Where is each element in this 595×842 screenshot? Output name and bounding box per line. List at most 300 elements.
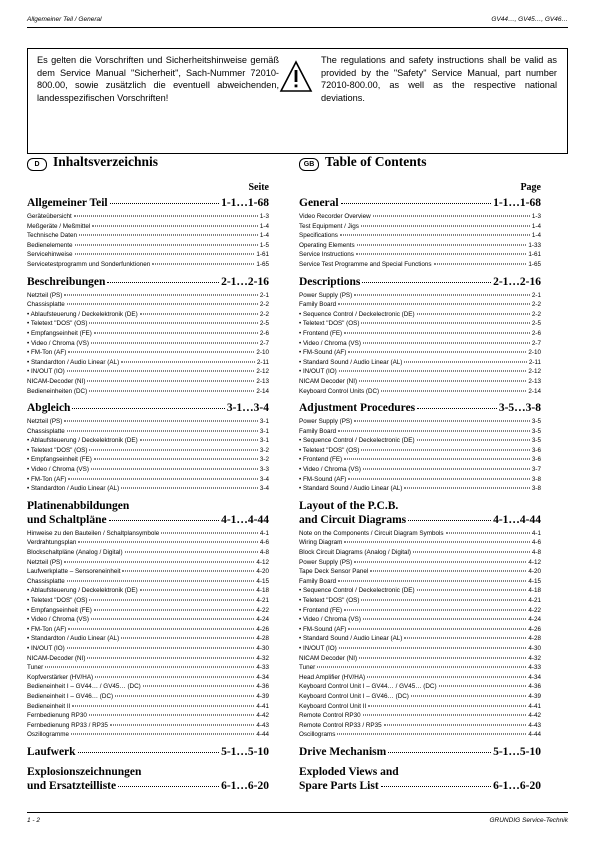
- toc-entry-pages: 2-12: [528, 368, 541, 376]
- dot-leader: [354, 294, 530, 295]
- toc-entry-title: NICAM Decoder (NI): [299, 377, 358, 385]
- toc-entry-title: Operating Elements: [299, 241, 355, 249]
- toc-entry: [27, 673, 269, 683]
- toc-entry: [27, 577, 269, 587]
- toc-entry: [27, 721, 269, 731]
- toc-entry: [27, 446, 269, 456]
- dot-leader: [356, 254, 526, 255]
- toc-entry-title: • IN/OUT (IO): [27, 368, 65, 376]
- toc-entry-pages: 4-36: [256, 683, 269, 691]
- toc-entry-title: • Sequence Control / Deckelectronic (DE): [299, 587, 415, 595]
- header-right: GV44…, GV45…, GV46…: [491, 16, 568, 23]
- toc-entry-title: • Video / Chroma (VS): [299, 339, 361, 347]
- language-badge-gb: GB: [299, 158, 319, 171]
- toc-entry-pages: 4-32: [528, 654, 541, 662]
- dot-leader: [363, 715, 527, 716]
- toc-entry-title: Note on the Components / Circuit Diagram Symbols: [299, 529, 444, 537]
- toc-entry-pages: 4-12: [256, 558, 269, 566]
- dot-leader: [339, 647, 527, 648]
- toc-entry-title: Fernbedienung RP33 / RP35: [27, 721, 108, 729]
- toc-entry-title: Service Instructions: [299, 251, 354, 259]
- toc-entry: [299, 465, 541, 475]
- dot-leader: [361, 225, 530, 226]
- dot-leader: [417, 440, 530, 441]
- toc-entry: [299, 310, 541, 320]
- toc-entry: [299, 596, 541, 606]
- section-heading-title: Allgemeiner Teil: [27, 197, 108, 209]
- toc-entry: [299, 529, 541, 539]
- toc-entry: [299, 475, 541, 485]
- toc-entry-pages: 3-5: [531, 418, 541, 426]
- toc-entry: [299, 654, 541, 664]
- toc-entry: [27, 310, 269, 320]
- dot-leader: [91, 469, 258, 470]
- toc-entry-pages: 2-13: [256, 377, 269, 385]
- toc-entry-title: Keyboard Control Unit I – GV46… (DC): [299, 692, 409, 700]
- dot-leader: [354, 421, 530, 422]
- toc-entry: [27, 387, 269, 397]
- dot-leader: [337, 734, 526, 735]
- dot-leader: [118, 786, 219, 787]
- dot-leader: [434, 263, 527, 264]
- section-heading-title: General: [299, 197, 339, 209]
- dot-leader: [161, 532, 258, 533]
- toc-entry: [27, 260, 269, 270]
- toc-entry: [27, 475, 269, 485]
- section-heading-pages: 6-1…6-20: [493, 779, 541, 792]
- section-item-list: [27, 528, 269, 740]
- section-heading-pages: 1-1…1-68: [221, 197, 269, 209]
- toc-entry-title: • Empfangseinheit (FE): [27, 456, 92, 464]
- dot-leader: [411, 695, 527, 696]
- section-heading: [299, 745, 541, 760]
- section-heading-pages: 4-1…4-44: [221, 513, 269, 526]
- toc-entry: [299, 319, 541, 329]
- toc-entry: [27, 654, 269, 664]
- dot-leader: [348, 628, 526, 629]
- toc-entry-pages: 4-8: [259, 549, 269, 557]
- toc-entry-pages: 3-2: [259, 456, 269, 464]
- toc-entry: [299, 615, 541, 625]
- section-item-list: [299, 416, 541, 494]
- toc-entry: [27, 663, 269, 673]
- toc-entry-pages: 3-1: [259, 418, 269, 426]
- toc-entry: [299, 339, 541, 349]
- toc-entry: [299, 567, 541, 577]
- toc-entry: [299, 329, 541, 339]
- dot-leader: [143, 686, 255, 687]
- toc-entry-pages: 4-1: [259, 529, 269, 537]
- toc-entry-title: Tape Deck Sensor Panel: [299, 568, 369, 576]
- page-column-label: Page: [520, 182, 541, 193]
- dot-leader: [94, 459, 258, 460]
- dot-leader: [121, 361, 255, 362]
- toc-entry-title: Family Board: [299, 577, 337, 585]
- section-item-list: [27, 211, 269, 270]
- toc-entry-pages: 4-33: [528, 664, 541, 672]
- header-left: Allgemeiner Teil / General: [27, 16, 102, 23]
- toc-entry-pages: 1-61: [528, 251, 541, 259]
- toc-entry: [299, 300, 541, 310]
- toc-entry: [299, 682, 541, 692]
- toc-entry-pages: 4-34: [528, 673, 541, 681]
- dot-leader: [67, 580, 255, 581]
- dot-leader: [110, 203, 219, 204]
- toc-entry: [299, 721, 541, 731]
- toc-entry-title: Kopfverstärker (HV/HA): [27, 673, 94, 681]
- section-heading-title: Adjustment Procedures: [299, 402, 416, 415]
- toc-entry-pages: 4-42: [256, 712, 269, 720]
- toc-entry-pages: 4-36: [528, 683, 541, 691]
- toc-entry-pages: 2-2: [531, 310, 541, 318]
- toc-entry: [299, 702, 541, 712]
- toc-entry-pages: 2-14: [528, 387, 541, 395]
- dot-leader: [361, 323, 529, 324]
- dot-leader: [121, 488, 258, 489]
- toc-entry-title: Bedieneinheit I – GV44… / GV45… (DC): [27, 683, 141, 691]
- toc-entry-pages: 3-8: [531, 475, 541, 483]
- toc-entry-pages: 2-7: [259, 339, 269, 347]
- toc-entry: [299, 250, 541, 260]
- toc-entry-pages: 4-1: [531, 529, 541, 537]
- warning-triangle-icon: [279, 60, 313, 94]
- toc-entry-title: Bedienelemente: [27, 241, 73, 249]
- toc-entry-pages: 4-44: [256, 731, 269, 739]
- dot-leader: [89, 323, 257, 324]
- toc-entry-title: Power Supply (PS): [299, 291, 353, 299]
- toc-entry: [299, 455, 541, 465]
- toc-entry: [299, 606, 541, 616]
- toc-entry: [299, 673, 541, 683]
- toc-entry-pages: 2-11: [528, 358, 541, 366]
- toc-entry-title: Specifications: [299, 232, 338, 240]
- dot-leader: [344, 332, 530, 333]
- toc-entry-title: Remote Control RP33 / RP35: [299, 721, 382, 729]
- dot-leader: [75, 244, 258, 245]
- section-item-list: [27, 290, 269, 397]
- toc-entry-pages: 3-4: [259, 475, 269, 483]
- toc-entry-title: Bedieneinheit I – GV46… (DC): [27, 692, 114, 700]
- dot-leader: [367, 676, 526, 677]
- page-footer: [27, 812, 568, 824]
- toc-entry: [299, 538, 541, 548]
- toc-entry: [27, 465, 269, 475]
- toc-english-heading: [299, 156, 541, 178]
- toc-entry: [27, 222, 269, 232]
- toc-entry-pages: 3-6: [531, 446, 541, 454]
- dot-leader: [439, 686, 527, 687]
- toc-entry-pages: 4-26: [256, 625, 269, 633]
- toc-entry-pages: 4-34: [256, 673, 269, 681]
- toc-entry-title: • Ablaufsteuerung / Deckelektronik (DE): [27, 310, 138, 318]
- dot-leader: [45, 667, 254, 668]
- section-heading: [299, 513, 541, 528]
- toc-entry-title: Power Supply (PS): [299, 418, 353, 426]
- dot-leader: [115, 695, 254, 696]
- toc-entry-title: • FM-Sound (AF): [299, 349, 347, 357]
- toc-entry-title: Head Amplifier (HV/HA): [299, 673, 366, 681]
- dot-leader: [87, 380, 254, 381]
- dot-leader: [91, 619, 254, 620]
- toc-entry: [27, 634, 269, 644]
- section-heading: [299, 275, 541, 290]
- toc-entry-title: • Standard Sound / Audio Linear (AL): [299, 635, 403, 643]
- toc-entry-pages: 3-5: [531, 427, 541, 435]
- toc-entry-title: Video Recorder Overview: [299, 213, 371, 220]
- dot-leader: [348, 352, 526, 353]
- dot-leader: [87, 657, 254, 658]
- toc-entry-title: Tuner: [27, 664, 44, 672]
- toc-entry-pages: 4-22: [256, 606, 269, 614]
- toc-entry-title: • Teletext "DOS" (OS): [27, 597, 88, 604]
- toc-entry: [299, 348, 541, 358]
- toc-entry-pages: 4-20: [528, 568, 541, 576]
- toc-entry: [27, 730, 269, 740]
- toc-entry: [27, 702, 269, 712]
- dot-leader: [89, 715, 255, 716]
- toc-entry: [299, 692, 541, 702]
- toc-entry: [299, 634, 541, 644]
- section-heading-pages: 2-1…2-16: [221, 275, 269, 288]
- toc-entry-title: Servicehinweise: [27, 251, 73, 259]
- toc-entry-pages: 2-10: [256, 349, 269, 357]
- toc-entry-title: NICAM-Decoder (NI): [27, 377, 86, 385]
- toc-entry-title: • FM-Sound (AF): [299, 475, 347, 483]
- toc-entry: [299, 241, 541, 251]
- toc-entry-pages: 1-65: [256, 260, 269, 268]
- toc-entry-pages: 1-4: [259, 222, 269, 230]
- toc-entry-title: • IN/OUT (IO): [299, 368, 337, 376]
- toc-entry-pages: 4-43: [528, 721, 541, 729]
- toc-entry-pages: 4-28: [256, 635, 269, 643]
- toc-entry: [27, 367, 269, 377]
- toc-entry-pages: 3-3: [259, 466, 269, 474]
- dot-leader: [368, 705, 526, 706]
- toc-entry-pages: 3-2: [259, 446, 269, 454]
- toc-entry: [299, 387, 541, 397]
- toc-entry-title: Oszillogramme: [27, 731, 69, 739]
- dot-leader: [75, 254, 255, 255]
- dot-leader: [404, 361, 526, 362]
- dot-leader: [341, 203, 491, 204]
- toc-entry: [299, 548, 541, 558]
- dot-leader: [125, 552, 258, 553]
- toc-entry: [27, 615, 269, 625]
- toc-entry-pages: 3-7: [531, 466, 541, 474]
- section-heading-pages: 6-1…6-20: [221, 779, 269, 792]
- toc-entry-title: Technische Daten: [27, 232, 78, 240]
- dot-leader: [361, 600, 526, 601]
- toc-entry: [299, 730, 541, 740]
- toc-entry: [27, 567, 269, 577]
- toc-entry-pages: 3-1: [259, 437, 269, 445]
- toc-entry-pages: 2-10: [528, 349, 541, 357]
- toc-entry-title: Wiring Diagram: [299, 539, 343, 547]
- toc-entry-title: • Video / Chroma (VS): [299, 616, 361, 624]
- toc-entry-pages: 4-6: [531, 539, 541, 547]
- dot-leader: [417, 313, 530, 314]
- dot-leader: [446, 532, 530, 533]
- toc-sections: [27, 196, 269, 794]
- toc-entry-title: • Video / Chroma (VS): [27, 616, 89, 624]
- toc-entry-pages: 4-32: [256, 654, 269, 662]
- toc-entry-title: • Sequence Control / Deckelectronic (DE): [299, 310, 415, 318]
- section-heading-title: Drive Mechanism: [299, 745, 387, 758]
- toc-entry: [27, 241, 269, 251]
- dot-leader: [338, 430, 530, 431]
- toc-entry-pages: 4-21: [528, 597, 541, 604]
- toc-entry-pages: 2-13: [528, 377, 541, 385]
- dot-leader: [94, 609, 255, 610]
- toc-entry-title: • Empfangseinheit (FE): [27, 329, 92, 337]
- toc-entry-pages: 4-42: [528, 712, 541, 720]
- toc-entry: [299, 663, 541, 673]
- toc-entry: [27, 348, 269, 358]
- toc-entry: [299, 558, 541, 568]
- toc-entry: [27, 529, 269, 539]
- toc-entry-title: • Teletext "DOS" (OS): [299, 320, 360, 328]
- toc-entry-pages: 1-5: [259, 241, 269, 249]
- toc-entry: [27, 682, 269, 692]
- toc-entry: [27, 596, 269, 606]
- section-heading-title: und Ersatzteilliste: [27, 779, 117, 792]
- toc-entry: [299, 291, 541, 301]
- toc-entry: [27, 558, 269, 568]
- dot-leader: [89, 390, 254, 391]
- toc-entry-title: Blockschaltpläne (Analog / Digital): [27, 549, 123, 557]
- toc-sections: [299, 196, 541, 794]
- toc-entry: [27, 692, 269, 702]
- toc-entry-pages: 4-44: [528, 731, 541, 739]
- toc-entry-pages: 2-2: [259, 310, 269, 318]
- toc-entry-pages: 4-41: [528, 702, 541, 710]
- toc-entry: [299, 644, 541, 654]
- dot-leader: [68, 478, 258, 479]
- dot-leader: [78, 542, 258, 543]
- section-heading-pages: 3-1…3-4: [226, 402, 269, 415]
- language-badge-d: D: [27, 158, 47, 171]
- toc-entry-title: • Sequence Control / Deckelectronic (DE): [299, 437, 415, 445]
- toc-entry-pages: 4-15: [528, 577, 541, 585]
- toc-entry-pages: 2-7: [531, 339, 541, 347]
- section-heading-title: and Circuit Diagrams: [299, 513, 407, 526]
- toc-entry-pages: 4-26: [528, 625, 541, 633]
- toc-entry: [27, 548, 269, 558]
- toc-entry-title: • FM-Ton (AF): [27, 625, 67, 633]
- section-heading-pages: 1-1…1-68: [493, 197, 541, 209]
- dot-leader: [122, 571, 254, 572]
- dot-leader: [359, 380, 526, 381]
- toc-entry-pages: 2-5: [259, 320, 269, 328]
- toc-entry: [27, 455, 269, 465]
- toc-title: Table of Contents: [325, 154, 427, 169]
- toc-entry-pages: 2-6: [531, 329, 541, 337]
- toc-entry-pages: 4-30: [256, 644, 269, 652]
- toc-entry: [299, 367, 541, 377]
- toc-entry: [299, 446, 541, 456]
- toc-entry-pages: 2-12: [256, 368, 269, 376]
- toc-entry-pages: 1-65: [528, 260, 541, 268]
- toc-entry: [27, 644, 269, 654]
- toc-entry-pages: 4-24: [256, 616, 269, 624]
- toc-entry-title: Oscillograms: [299, 731, 336, 739]
- dot-leader: [64, 421, 258, 422]
- toc-entry-pages: 4-12: [528, 558, 541, 566]
- toc-entry-title: • Frontend (FE): [299, 329, 343, 337]
- safety-notice-german: Es gelten die Vorschriften und Sicherheitshinweise gemäß dem Service Manual "Sicherheit", Sach-Nummer 72010-800.00, sowie zusätzlich die eventuell abweichenden, landesspezifischen Vorschriften!: [37, 55, 279, 103]
- toc-german-heading: [27, 156, 269, 178]
- toc-entry-title: Bedieneinheit II: [27, 702, 71, 710]
- toc-entry-title: Service Test Programme and Special Functions: [299, 260, 432, 268]
- toc-entry-pages: 2-5: [531, 320, 541, 328]
- toc-entry: [27, 436, 269, 446]
- toc-entry-title: • FM-Ton (AF): [27, 475, 67, 483]
- toc-entry: [299, 358, 541, 368]
- dot-leader: [89, 600, 254, 601]
- toc-entry-title: • IN/OUT (IO): [299, 644, 337, 652]
- toc-entry-title: • Standardton / Audio Linear (AL): [27, 635, 120, 643]
- dot-leader: [94, 332, 258, 333]
- toc-entry: [27, 300, 269, 310]
- toc-entry-title: Netzteil (PS): [27, 418, 63, 426]
- dot-leader: [357, 244, 527, 245]
- section-heading-pages: 2-1…2-16: [493, 275, 541, 288]
- dot-leader: [363, 619, 526, 620]
- toc-entry-title: • Empfangseinheit (FE): [27, 606, 92, 614]
- toc-entry-title: • Ablaufsteuerung / Deckelektronik (DE): [27, 437, 138, 445]
- toc-title: Inhaltsverzeichnis: [53, 154, 159, 169]
- toc-entry: [27, 538, 269, 548]
- section-heading-pages: 3-5…3-8: [498, 402, 541, 415]
- safety-notice-box: [27, 48, 568, 154]
- toc-entry-pages: 4-8: [531, 549, 541, 557]
- toc-entry: [27, 711, 269, 721]
- toc-entry: [27, 586, 269, 596]
- toc-entry: [27, 484, 269, 494]
- toc-entry-pages: 4-30: [528, 644, 541, 652]
- toc-entry-pages: 2-1: [531, 291, 541, 299]
- toc-entry-title: • Standardton / Audio Linear (AL): [27, 485, 120, 493]
- dot-leader: [344, 459, 530, 460]
- section-heading: [27, 196, 269, 211]
- dot-leader: [348, 478, 530, 479]
- toc-entry: [27, 417, 269, 427]
- toc-entry-title: Remote Control RP30: [299, 712, 361, 720]
- dot-leader: [140, 313, 258, 314]
- dot-leader: [121, 638, 254, 639]
- toc-entry-pages: 4-39: [528, 692, 541, 700]
- toc-entry: [27, 606, 269, 616]
- dot-leader: [89, 449, 257, 450]
- toc-entry-title: Tuner: [299, 664, 316, 672]
- toc-entry-pages: 4-18: [528, 587, 541, 595]
- section-heading-title: und Schaltpläne: [27, 513, 107, 526]
- page-header: [27, 15, 568, 28]
- toc-entry: [27, 625, 269, 635]
- toc-entry-pages: 1-33: [528, 241, 541, 249]
- section-heading-title: Beschreibungen: [27, 275, 106, 288]
- section-heading-pages: 5-1…5-10: [493, 745, 541, 758]
- toc-entry-pages: 4-41: [256, 702, 269, 710]
- dot-leader: [67, 304, 258, 305]
- section-item-list: [299, 290, 541, 397]
- section-heading-line1: Platinenabbildungen: [27, 499, 130, 512]
- toc-entry-title: • FM-Sound (AF): [299, 625, 347, 633]
- toc-entry-title: Meßgeräte / Meßmittel: [27, 222, 91, 230]
- toc-entry: [299, 417, 541, 427]
- dot-leader: [72, 705, 254, 706]
- toc-entry: [27, 377, 269, 387]
